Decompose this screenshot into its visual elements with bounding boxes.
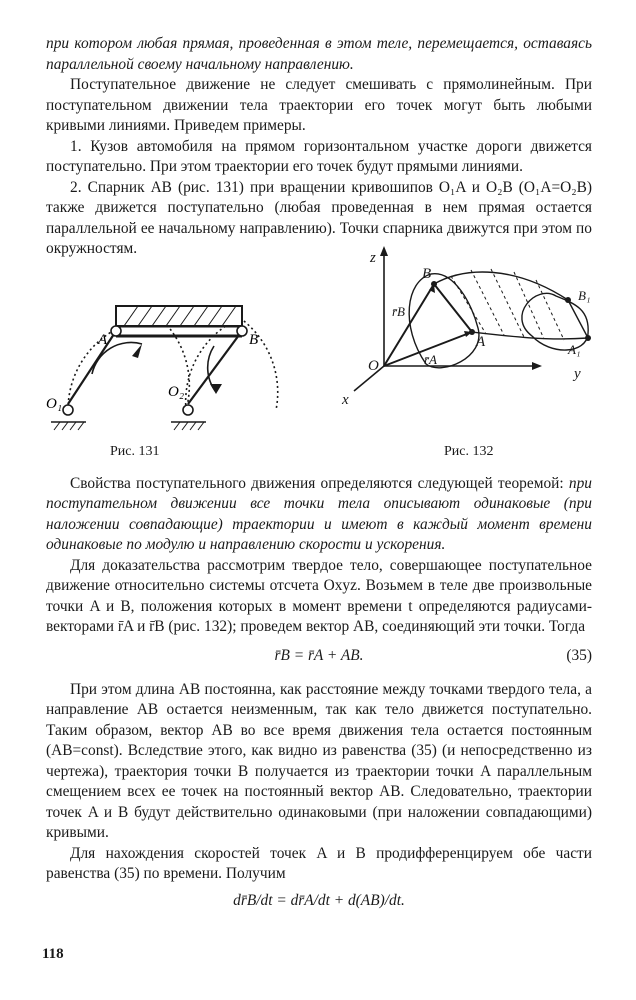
paragraph-example-car: 1. Кузов автомобиля на прямом горизонтальном участке дороги движется поступательно. При этом траектории его точек будут прямыми линиями. xyxy=(46,137,592,175)
fig132-label-A: A xyxy=(476,333,486,350)
fig132-label-O: O xyxy=(368,357,379,374)
fig131-label-O2: O₂ xyxy=(168,383,185,400)
fig132-label-rB: r̄B xyxy=(392,303,405,319)
paragraph-theorem xyxy=(46,474,592,556)
fig132-label-y: y xyxy=(574,365,581,382)
paragraph-translational-vs-linear: Поступательное движение не следует смешивать с прямолинейным. При поступательном движении тела траектории его точек могут быть любыми кривыми линиями. Приведем примеры. xyxy=(46,76,592,134)
theorem-statement: при поступательном движении все точки тела описывают одинаковые (при наложении совпадающие) траектории и имеют в каждый момент времени одинаковые по модулю и направлению скорости и ускорения. xyxy=(46,474,592,553)
equation-derivative-text: dr̄B/dt = dr̄A/dt + d(AB)/dt. xyxy=(233,891,405,909)
paragraph-velocity-intro: Для нахождения скоростей точек A и B продифференцируем обе части равенства (35) по времени. Получим xyxy=(46,844,592,882)
page-body xyxy=(46,34,592,925)
fig132-label-rA: r̄A xyxy=(424,351,437,367)
equation-derivative xyxy=(46,891,592,915)
fig132-label-x: x xyxy=(342,391,349,408)
paragraph-definition-end: при котором любая прямая, проведенная в этом теле, перемещается, оставаясь параллельной своему начальному направлению. xyxy=(46,35,592,73)
fig132-label-A1: A₁ xyxy=(568,341,581,357)
equation-35 xyxy=(46,646,592,670)
paragraph-proof-argument: При этом длина AB постоянна, как расстояние между точками твердого тела, а направление AB остается неизменным, так как тело движется поступательно. Таким образом, вектор AB во все время движения тела остается постоянным (AB=const). Вследствие этого, как видно из равенства (35) (и непосредственно из чертежа), траектория точки B получается из траектории точки A параллельным смещением всех ее точек на постоянный вектор AB. Следовательно, траектории точек A и B будут действительно одинаковыми (при наложении совпадающими) кривыми. xyxy=(46,680,592,841)
equation-35-text: r̄B = r̄A + AB. xyxy=(274,646,364,664)
figure-131-caption: Рис. 131 xyxy=(110,443,160,459)
theorem-intro: Свойства поступательного движения определяются следующей теоремой: xyxy=(70,474,569,492)
paragraph-example-coupling-rod: 2. Спарник AB (рис. 131) при вращении кривошипов O₁A и O₂B (O₁A=O₂B) также движется поступательно (любая проведенная в нем прямая остается параллельной ее начальному направлению). Точки спарника движутся при этом по окружностям. xyxy=(46,178,592,257)
fig132-label-z: z xyxy=(370,249,376,266)
fig131-label-B: B xyxy=(249,331,259,348)
equation-35-number: (35) xyxy=(566,646,592,664)
fig132-label-B1: B₁ xyxy=(578,287,591,303)
figure-131-mechanism xyxy=(46,264,286,442)
paragraph-proof-setup: Для доказательства рассмотрим твердое тело, совершающее поступательное движение относительно системы отсчета Oxyz. Возьмем в теле две произвольные точки A и B, положения которых в момент времени t определяются радиусами-векторами r̄A и r̄B (рис. 132); проведем вектор AB, соединяющий эти точки. Тогда xyxy=(46,556,592,635)
fig132-label-B: B xyxy=(422,265,432,282)
fig131-label-A: A xyxy=(98,331,108,348)
figure-132-caption: Рис. 132 xyxy=(444,443,494,459)
figures-row xyxy=(46,249,592,464)
figure-132-vectors xyxy=(336,246,592,446)
page-number: 118 xyxy=(42,946,64,962)
fig131-label-O1: O₁ xyxy=(46,395,63,412)
